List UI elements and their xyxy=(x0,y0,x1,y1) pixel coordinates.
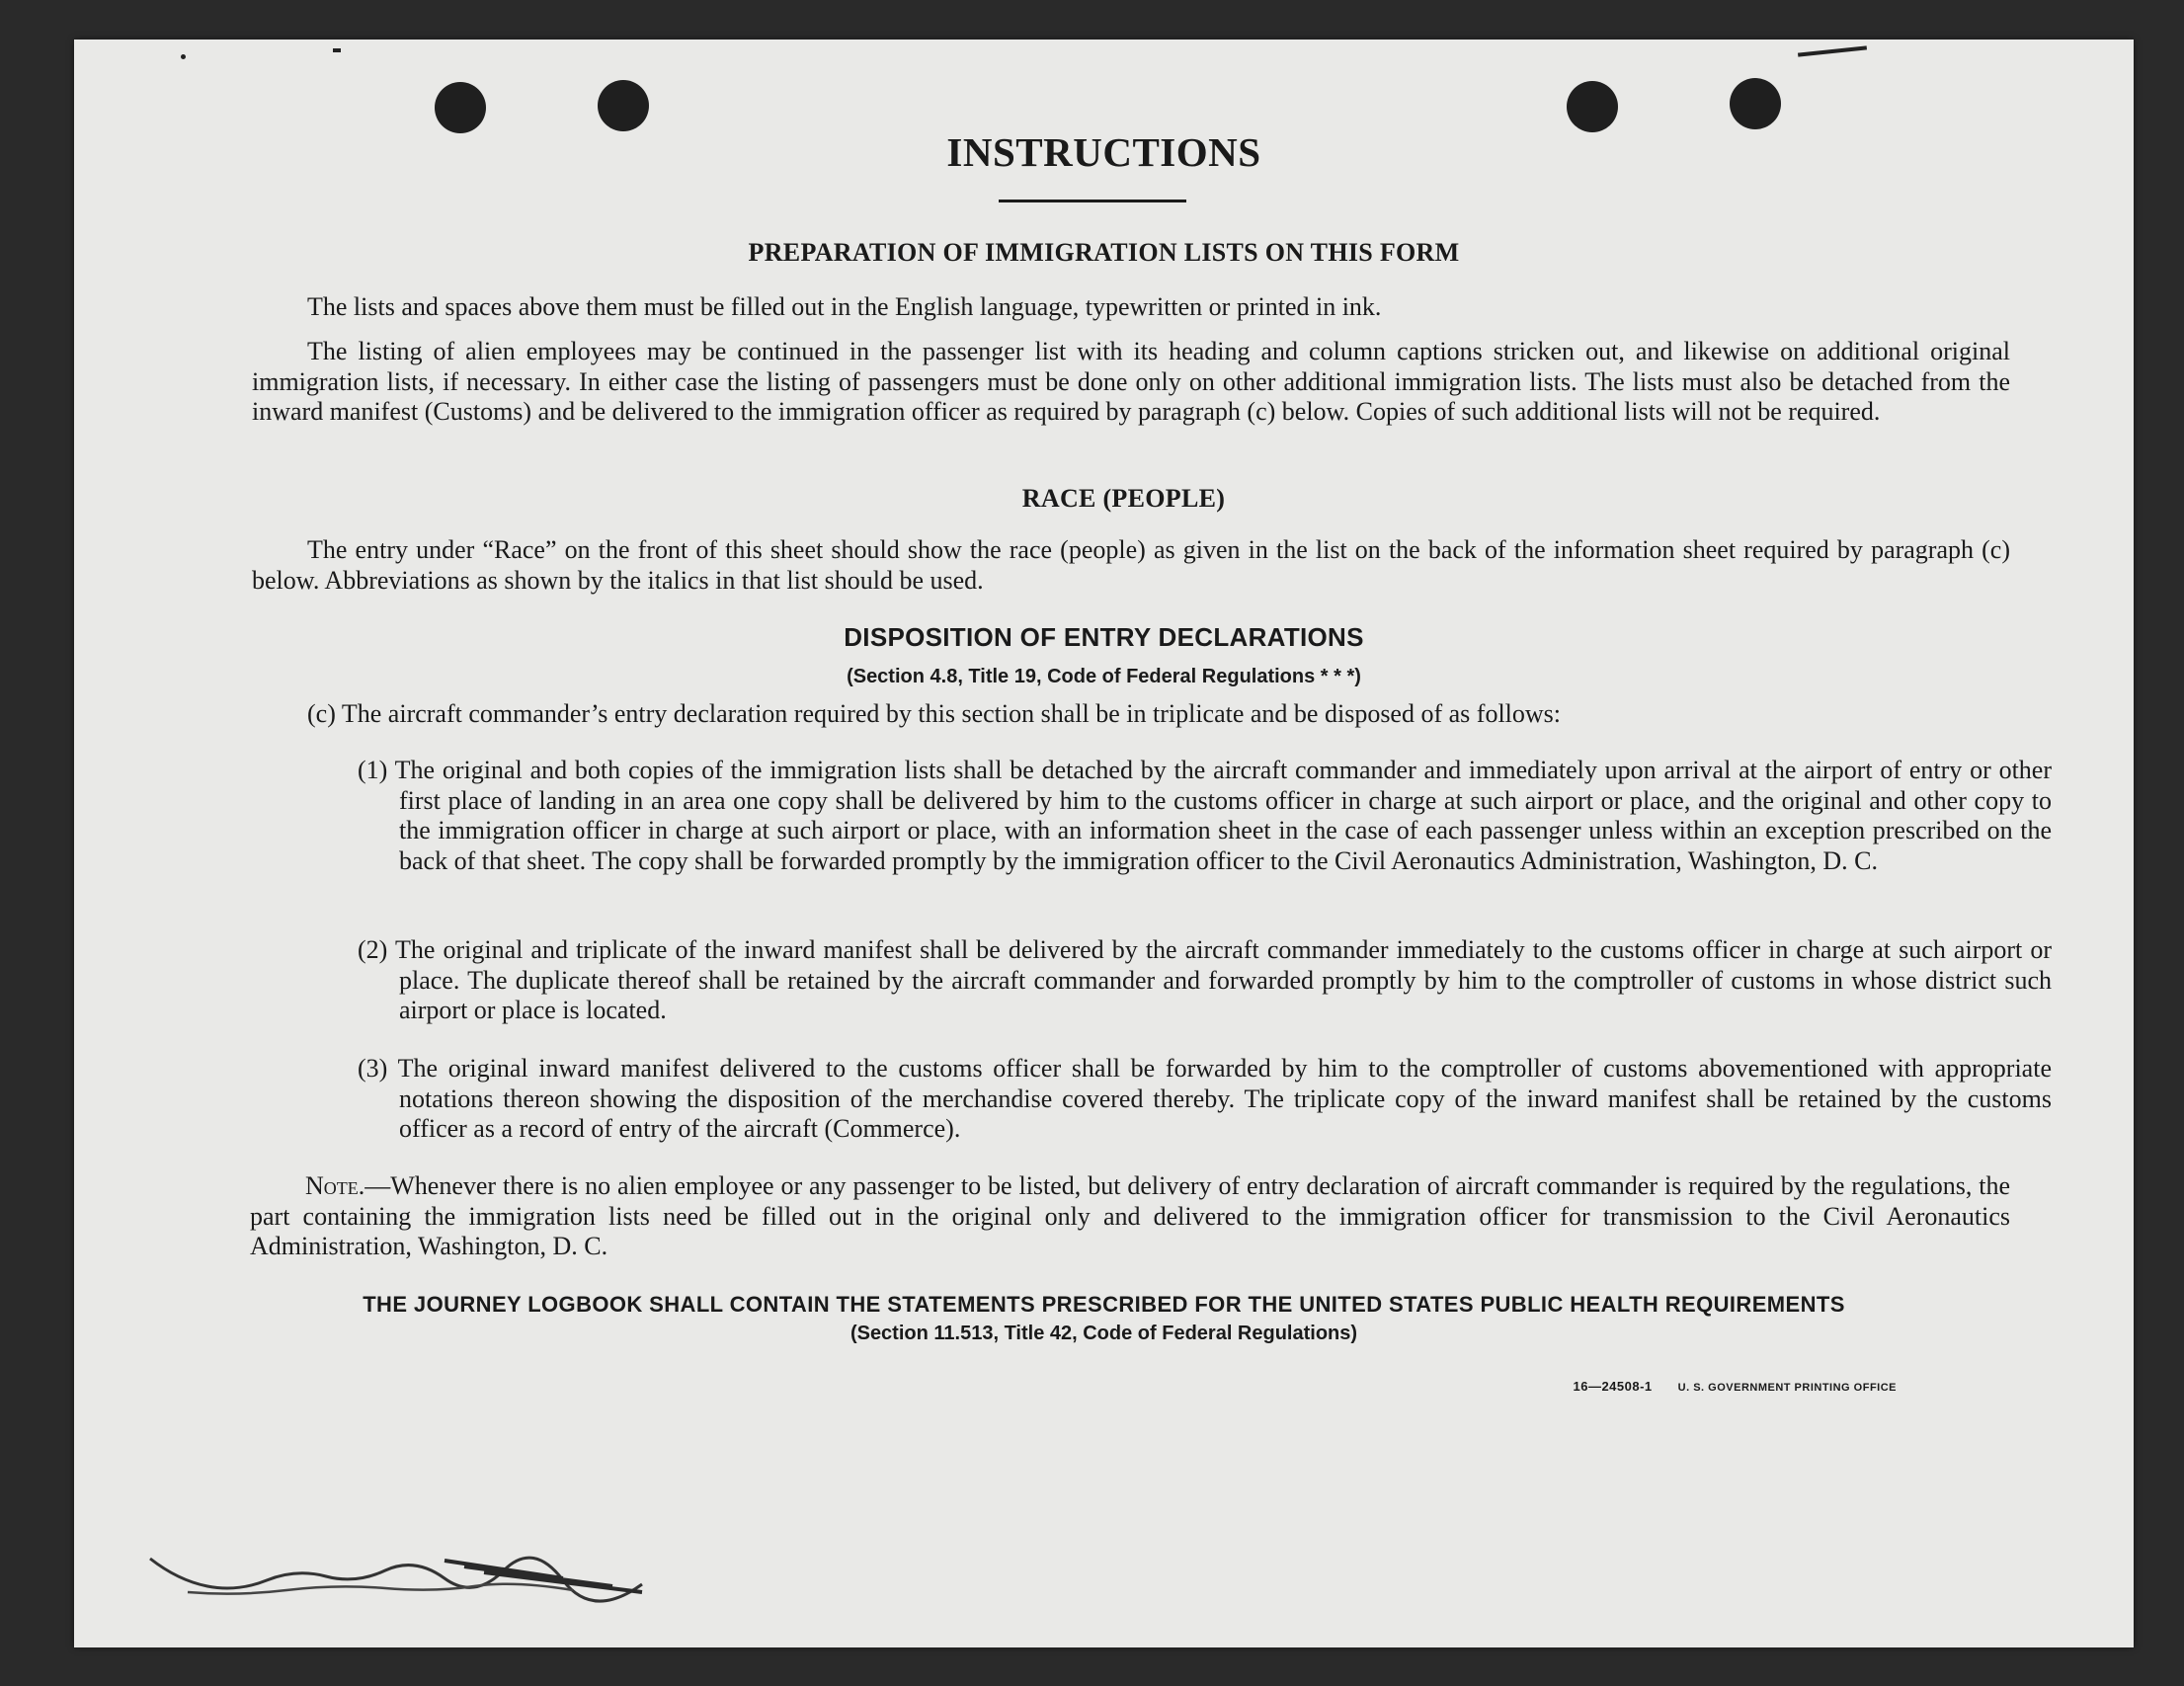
note-paragraph xyxy=(250,1171,2010,1262)
list-item-3: (3) The original inward manifest delivered to the customs officer shall be forwarded by him to the comptroller of customs abovementioned with appropriate notations thereon showing the disposition of the merchandise covered thereby. The triplicate copy of the inward manifest shall be retained by the customs officer as a record of entry of the aircraft (Commerce). xyxy=(358,1054,2052,1143)
ink-mark xyxy=(1798,45,1867,56)
list-item-1: (1) The original and both copies of the immigration lists shall be detached by the aircraft commander and immediately upon arrival at the airport of entry or other first place of landing in an area one copy shall be delivered by him to the customs officer in charge at such airport or place, and the original and other copy to the immigration officer in charge at such airport or place, with an information sheet in the case of each passenger unless within an exception prescribed on the back of that sheet. The copy shall be forwarded promptly by the immigration officer to the Civil Aeronautics Administration, Washington, D. C. xyxy=(358,756,2052,875)
section-heading-race: RACE (PEOPLE) xyxy=(1021,484,1226,513)
printer-name: U. S. GOVERNMENT PRINTING OFFICE xyxy=(1677,1382,1897,1394)
list-item-2: (2) The original and triplicate of the inward manifest shall be delivered by the aircraft commander immediately to the customs officer in charge at such airport or place. The duplicate thereof shall be retained by the aircraft commander and forwarded promptly by him to the comptroller of customs in whose district such airport or place is located. xyxy=(358,935,2052,1024)
paragraph-intro-c: (c) The aircraft commander’s entry declaration required by this section shall be in triplicate and be disposed of as follows: xyxy=(307,699,1562,728)
page-title: INSTRUCTIONS xyxy=(946,129,1261,175)
form-number: 16—24508-1 xyxy=(1573,1379,1653,1394)
paragraph-race: The entry under “Race” on the front of this sheet should show the race (people) as given in the list on the back of the information sheet required by paragraph (c) below. Abbreviations as shown by the italics in that list should be used. xyxy=(252,535,2010,595)
punch-hole-3 xyxy=(1567,81,1618,132)
note-label: Note. xyxy=(305,1171,365,1200)
paragraph-language: The lists and spaces above them must be filled out in the English language, typewritten or printed in ink. xyxy=(307,292,1382,321)
print-code xyxy=(1573,1379,1897,1394)
title-underline xyxy=(999,200,1186,202)
section-heading-disposition: DISPOSITION OF ENTRY DECLARATIONS xyxy=(844,622,1364,652)
citation-title-42: (Section 11.513, Title 42, Code of Federal Regulations) xyxy=(849,1323,1358,1344)
journey-logbook-statement: THE JOURNEY LOGBOOK SHALL CONTAIN THE STATEMENTS PRESCRIBED FOR THE UNITED STATES PUBLIC HEALTH REQUIREMENTS xyxy=(363,1292,1845,1317)
punch-hole-1 xyxy=(435,82,486,133)
section-heading-preparation: PREPARATION OF IMMIGRATION LISTS ON THIS FORM xyxy=(748,238,1460,267)
punch-hole-4 xyxy=(1730,78,1781,129)
note-text: —Whenever there is no alien employee or any passenger to be listed, but delivery of entry declaration of aircraft commander is required by the regulations, the part containing the immigration lists need be filled out in the original only and delivered to the immigration officer for transmission to the Civil Aeronautics Administration, Washington, D. C. xyxy=(250,1171,2010,1260)
ink-mark xyxy=(181,54,186,59)
citation-title-19: (Section 4.8, Title 19, Code of Federal Regulations * * *) xyxy=(847,666,1361,687)
document-page xyxy=(74,40,2134,1647)
signature-scribble xyxy=(148,1541,701,1630)
ink-mark xyxy=(333,48,341,52)
punch-hole-2 xyxy=(598,80,649,131)
paragraph-alien-employees: The listing of alien employees may be continued in the passenger list with its heading and column captions stricken out, and likewise on additional original immigration lists, if necessary. In either case the listing of passengers must be done only on other additional immigration lists. The lists must also be detached from the inward manifest (Customs) and be delivered to the immigration officer as required by paragraph (c) below. Copies of such additional lists will not be required. xyxy=(252,337,2010,426)
